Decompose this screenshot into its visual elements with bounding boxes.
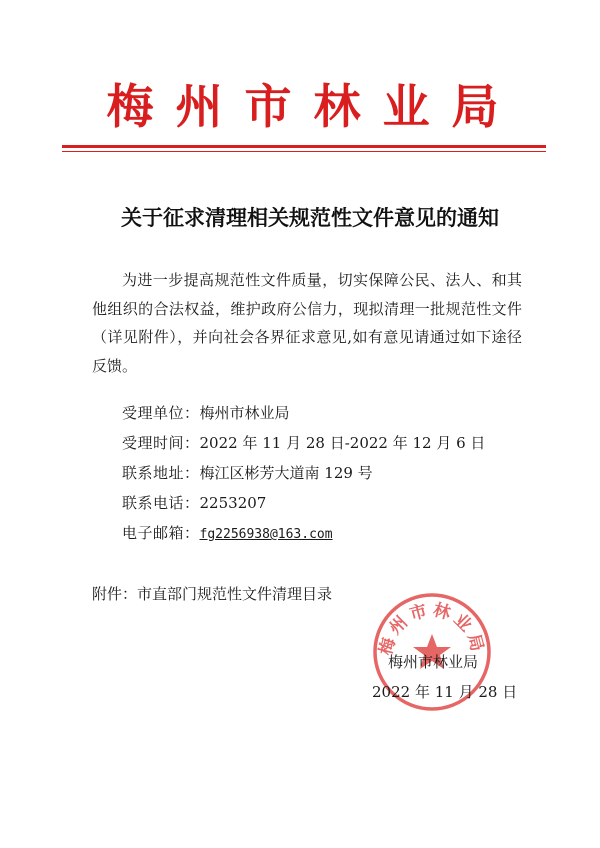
contact-info-list (122, 398, 542, 548)
dept-label: 受理单位： (122, 404, 200, 422)
time-value: 2022 年 11 月 28 日-2022 年 12 月 6 日 (199, 434, 486, 452)
email-label: 电子邮箱： (122, 524, 200, 542)
signature-date: 2022 年 11 月 28 日 (372, 683, 518, 701)
phone-value: 2253207 (199, 494, 267, 512)
masthead-rule-thin (62, 151, 546, 152)
masthead-agency-name: 梅州市林业局 (106, 80, 521, 135)
signature-org: 梅州市林业局 (388, 653, 479, 671)
email-link[interactable]: fg2256938@163.com (199, 527, 333, 542)
contact-row-phone (122, 488, 542, 518)
seal-text: 梅州市林业局 (376, 600, 488, 658)
attachment-line: 附件：市直部门规范性文件清理目录 (92, 585, 333, 603)
time-label: 受理时间： (122, 434, 200, 452)
contact-row-address (122, 458, 542, 488)
masthead-rule-thick (62, 145, 546, 148)
address-label: 联系地址： (122, 464, 200, 482)
notice-body: 为进一步提高规范性文件质量，切实保障公民、法人、和其他组织的合法权益，维护政府公信力，现拟清理一批规范性文件（详见附件），并向社会各界征求意见,如有意见请通过如下途径反馈。 (92, 271, 522, 375)
contact-row-dept (122, 398, 542, 428)
dept-value: 梅州市林业局 (199, 404, 290, 422)
phone-label: 联系电话： (122, 494, 200, 512)
contact-row-email (122, 518, 542, 548)
contact-row-time (122, 428, 542, 458)
notice-title: 关于征求清理相关规范性文件意见的通知 (121, 205, 499, 230)
address-value: 梅江区彬芳大道南 129 号 (199, 464, 373, 482)
